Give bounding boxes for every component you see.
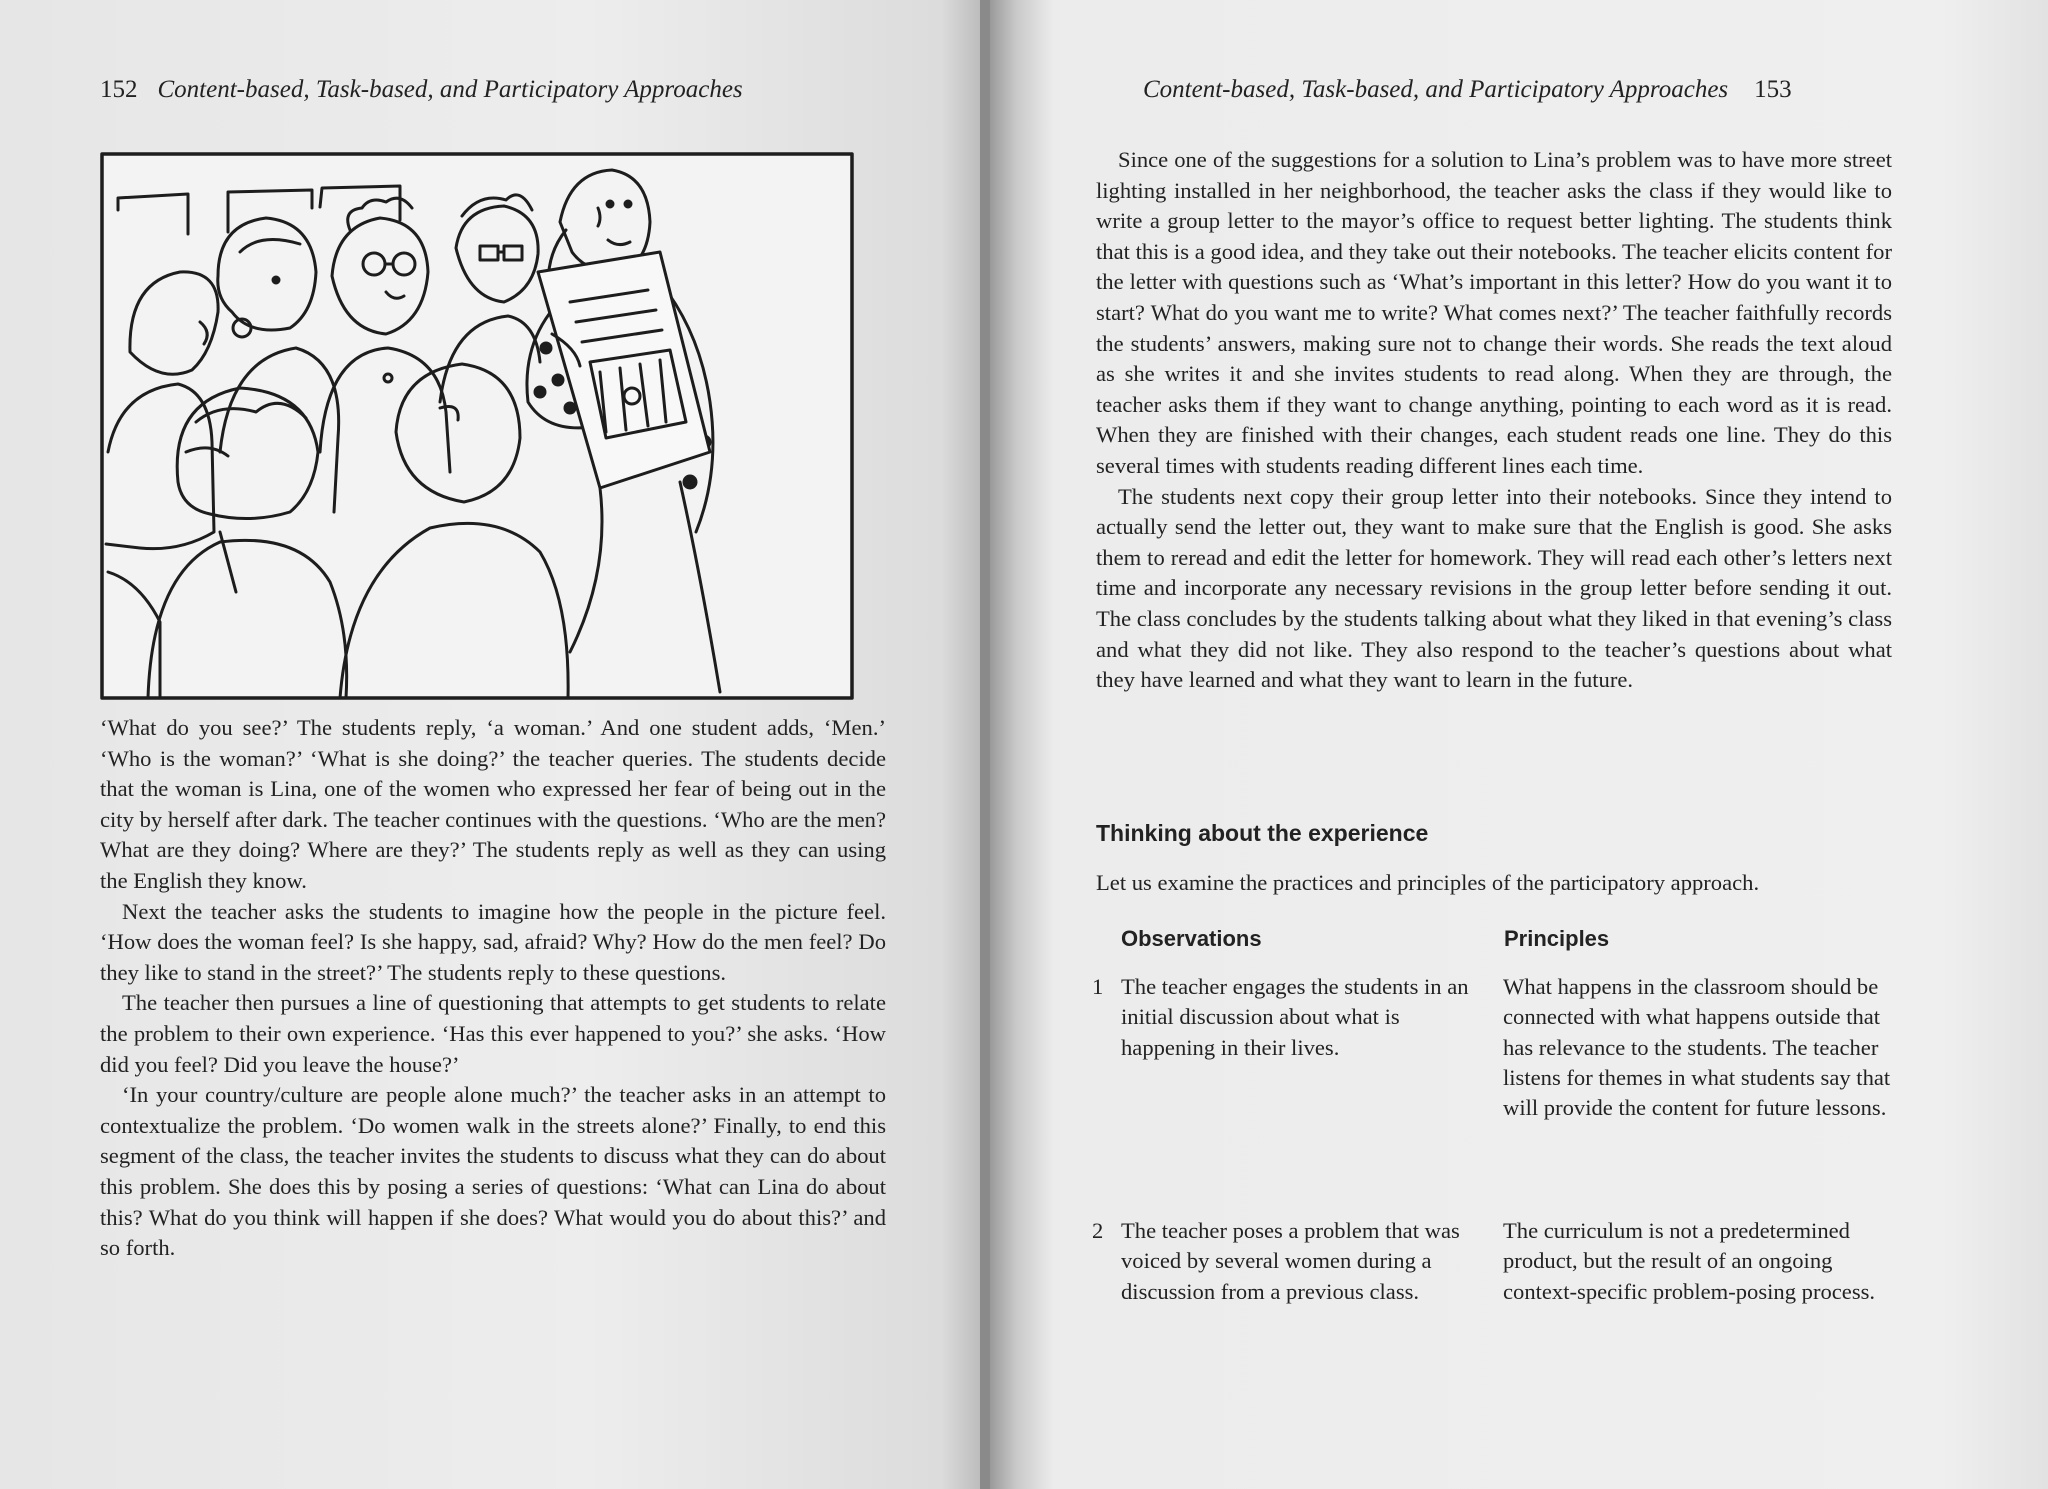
left-page: [0, 0, 980, 1489]
classroom-illustration: [100, 152, 854, 700]
principle-text: What happens in the classroom should be connected with what happens outside that has relevance to the students. The teacher listens for themes in what students say that will provide the content for future lessons.: [1503, 974, 1891, 1121]
observation-item: [1092, 972, 1477, 1063]
observation-number: 1: [1092, 974, 1104, 999]
page-number: 152: [100, 76, 138, 103]
paragraph: Next the teacher asks the students to imagine how the people in the picture feel. ‘How does the woman feel? Is she happy, sad, afraid? Why? How do the men feel? Do they like to stand in the street?’ The students reply to these questions.: [100, 898, 886, 985]
right-body-text: [1096, 145, 1892, 696]
observations-heading: Observations: [1121, 926, 1262, 951]
right-page: [990, 0, 2048, 1489]
observation-item: [1092, 1216, 1477, 1307]
paragraph: ‘In your country/culture are people alone much?’ the teacher asks in an attempt to contextualize the problem. ‘Do women walk in the streets alone?’ Finally, to end this segment of the class, the teacher invites the students to discuss what they can do about this problem. She does this by posing a series of questions: ‘What can Lina do about this? What do you think will happen if she does? What would you do about this?’ and so forth.: [100, 1082, 886, 1261]
paragraph: The teacher then pursues a line of questioning that attempts to get students to relate the problem to their own experience. ‘Has this ever happened to you?’ she asks. ‘How did you feel? Did you leave the house?’: [100, 990, 886, 1077]
section-heading: Thinking about the experience: [1096, 820, 1429, 846]
observation-text: The teacher poses a problem that was voiced by several women during a discussion from a previous class.: [1121, 1218, 1460, 1304]
paragraph: Since one of the suggestions for a solution to Lina’s problem was to have more street lighting installed in her neighborhood, the teacher asks the class if they would like to write a group letter to the mayor’s office to request better lighting. The students think that this is a good idea, and they take out their notebooks. The teacher elicits content for the letter with questions such as ‘What’s important in this letter? How do you want it to start? What do you want me to write? What comes next?’ The teacher faithfully records the students’ answers, making sure not to change their words. She reads the text aloud as she writes it and she invites students to read along. When they are through, the teacher asks them if they want to change anything, pointing to each word as it is read. When they are finished with their changes, each student reads one line. They do this several times with students reading different lines each time.: [1096, 147, 1892, 478]
page-number: 153: [1754, 76, 1792, 103]
paragraph: ‘What do you see?’ The students reply, ‘a woman.’ And one student adds, ‘Men.’ ‘Who is the woman?’ ‘What is she doing?’ the teacher queries. The students decide that the woman is Lina, one of the women who expressed her fear of being out in the city by herself after dark. The teacher continues with the questions. ‘Who are the men? What are they doing? Where are they?’ The students reply as well as they can using the English they know.: [100, 715, 886, 893]
running-head: [1143, 76, 1792, 104]
principles-heading: Principles: [1504, 926, 1610, 951]
book-gutter: [980, 0, 990, 1489]
paragraph: The students next copy their group letter into their notebooks. Since they intend to actually send the letter out, they want to make sure that the English is good. She asks them to reread and edit the letter for homework. They will read each other’s letters next time and incorporate any necessary revisions in the group letter before sending it out. The class concludes by the students talking about what they liked in that evening’s class and what they did not like. They also respond to the teacher’s questions about what they have learned and what they want to learn in the future.: [1096, 483, 1892, 693]
running-head: [100, 76, 743, 104]
section-intro: Let us examine the practices and principles of the participatory approach.: [1096, 870, 1760, 895]
principle-text: The curriculum is not a predetermined product, but the result of an ongoing context-specific problem-posing process.: [1503, 1218, 1876, 1304]
left-body-text: [100, 713, 886, 1264]
observation-text: The teacher engages the students in an initial discussion about what is happening in their lives.: [1121, 974, 1469, 1060]
observation-number: 2: [1092, 1218, 1104, 1243]
running-head-title: Content-based, Task-based, and Participatory Approaches: [1143, 76, 1729, 103]
running-head-title: Content-based, Task-based, and Participatory Approaches: [157, 76, 743, 103]
